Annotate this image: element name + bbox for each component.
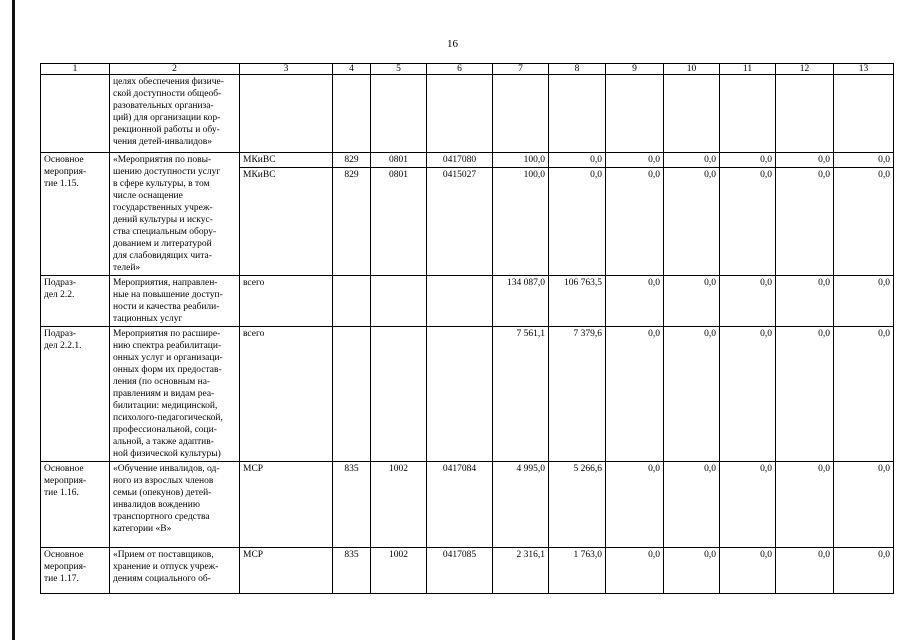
amount-cell-v11: 0,0 [720,462,776,548]
amount-cell-v10: 0,0 [664,548,720,594]
amount-cell-v11: 0,0 [720,327,776,462]
empty-cell [371,75,427,153]
target-article-cell: 0417080 [427,153,493,168]
table-row [41,276,894,327]
column-header: 2 [110,64,240,75]
grbs-code-cell: 829 [333,153,371,168]
amount-cell-v9: 0,0 [606,462,664,548]
target-article-cell [427,327,493,462]
empty-cell [427,75,493,153]
amount-cell-v12: 0,0 [776,153,834,168]
amount-cell-v11: 0,0 [720,153,776,168]
grbs-code-cell: 835 [333,462,371,548]
header-row [41,64,894,75]
column-header: 8 [549,64,606,75]
amount-cell-v9: 0,0 [606,168,664,276]
left-margin-bar [12,0,15,640]
amount-cell-v10: 0,0 [664,462,720,548]
amount-cell-v10: 0,0 [664,153,720,168]
empty-cell [240,75,333,153]
empty-cell [549,75,606,153]
amount-cell-v7: 4 995,0 [493,462,549,548]
amount-cell-v12: 0,0 [776,327,834,462]
amount-cell-v7: 100,0 [493,153,549,168]
executor-cell: МКиВС [240,153,333,168]
measure-name-cell: Основное мероприя- тие 1.15. [41,153,110,276]
executor-cell: всего [240,327,333,462]
column-header: 3 [240,64,333,75]
table-row [41,327,894,462]
column-header: 12 [776,64,834,75]
measure-name-cell: Подраз- дел 2.2.1. [41,327,110,462]
amount-cell-v7: 7 561,1 [493,327,549,462]
executor-cell: всего [240,276,333,327]
amount-cell-v8: 5 266,6 [549,462,606,548]
amount-cell-v11: 0,0 [720,276,776,327]
column-header: 11 [720,64,776,75]
executor-cell: МКиВС [240,168,333,276]
amount-cell-v13: 0,0 [834,462,894,548]
amount-cell-v12: 0,0 [776,462,834,548]
amount-cell-v12: 0,0 [776,168,834,276]
section-code-cell: 0801 [371,153,427,168]
amount-cell-v9: 0,0 [606,153,664,168]
column-header: 13 [834,64,894,75]
table-row [41,462,894,548]
section-code-cell: 0801 [371,168,427,276]
amount-cell-v13: 0,0 [834,153,894,168]
column-header: 5 [371,64,427,75]
table-row [41,75,894,153]
amount-cell-v11: 0,0 [720,548,776,594]
amount-cell-v7: 134 087,0 [493,276,549,327]
measure-name-cell: Основное мероприя- тие 1.17. [41,548,110,594]
amount-cell-v12: 0,0 [776,276,834,327]
grbs-code-cell: 835 [333,548,371,594]
column-header: 10 [664,64,720,75]
amount-cell-v8: 1 763,0 [549,548,606,594]
measure-name-cell [41,75,110,153]
amount-cell-v8: 7 379,6 [549,327,606,462]
measure-description-cell: «Прием от поставщиков, хранение и отпуск учреж- дениям социального об- [110,548,240,594]
amount-cell-v9: 0,0 [606,327,664,462]
table-row [41,548,894,594]
column-header: 7 [493,64,549,75]
amount-cell-v10: 0,0 [664,327,720,462]
grbs-code-cell: 829 [333,168,371,276]
measure-name-cell: Подраз- дел 2.2. [41,276,110,327]
amount-cell-v10: 0,0 [664,276,720,327]
empty-cell [333,75,371,153]
executor-cell: МСР [240,548,333,594]
column-header: 9 [606,64,664,75]
empty-cell [606,75,664,153]
amount-cell-v9: 0,0 [606,276,664,327]
section-code-cell: 1002 [371,462,427,548]
executor-cell: МСР [240,462,333,548]
amount-cell-v7: 2 316,1 [493,548,549,594]
empty-cell [664,75,720,153]
measure-description-cell: Мероприятия по расшире- нию спектра реабилитаци- онных услуг и организаци- онных форм их предостав- ления (по основным на- правлениям и видам реа- билитации: медицинской, психолого-педагогической, профессиональной, соци- альной, а также адаптив- ной физической культуры) [110,327,240,462]
amount-cell-v11: 0,0 [720,168,776,276]
measure-description-cell: «Мероприятия по повы- шению доступности услуг в сфере культуры, в том числе оснащение государственных учреж- дений культуры и искус- ства специальным обору- дованием и литературой для слабовидящих чита- телей» [110,153,240,276]
amount-cell-v7: 100,0 [493,168,549,276]
amount-cell-v13: 0,0 [834,548,894,594]
amount-cell-v13: 0,0 [834,168,894,276]
section-code-cell [371,327,427,462]
measure-name-cell: Основное мероприя- тие 1.16. [41,462,110,548]
target-article-cell [427,276,493,327]
section-code-cell [371,276,427,327]
measure-description-cell: «Обучение инвалидов, од- ного из взрослых членов семьи (опекунов) детей- инвалидов вождению транспортного средства категории «В» [110,462,240,548]
amount-cell-v13: 0,0 [834,276,894,327]
amount-cell-v8: 106 763,5 [549,276,606,327]
column-header: 1 [41,64,110,75]
budget-table [40,63,894,594]
page-number: 16 [447,38,458,50]
column-header: 6 [427,64,493,75]
amount-cell-v13: 0,0 [834,327,894,462]
amount-cell-v8: 0,0 [549,168,606,276]
amount-cell-v12: 0,0 [776,548,834,594]
measure-description-cell: целях обеспечения физиче- ской доступности общеоб- разовательных организа- ций) для организации кор- рекционной работы и обу- чения детей-инвалидов» [110,75,240,153]
target-article-cell: 0415027 [427,168,493,276]
measure-description-cell: Мероприятия, направлен- ные на повышение доступ- ности и качества реабили- тационных услуг [110,276,240,327]
target-article-cell: 0417085 [427,548,493,594]
empty-cell [720,75,776,153]
column-header: 4 [333,64,371,75]
amount-cell-v10: 0,0 [664,168,720,276]
grbs-code-cell [333,276,371,327]
amount-cell-v8: 0,0 [549,153,606,168]
empty-cell [776,75,834,153]
empty-cell [834,75,894,153]
target-article-cell: 0417084 [427,462,493,548]
amount-cell-v9: 0,0 [606,548,664,594]
section-code-cell: 1002 [371,548,427,594]
grbs-code-cell [333,327,371,462]
empty-cell [493,75,549,153]
table-row [41,153,894,168]
